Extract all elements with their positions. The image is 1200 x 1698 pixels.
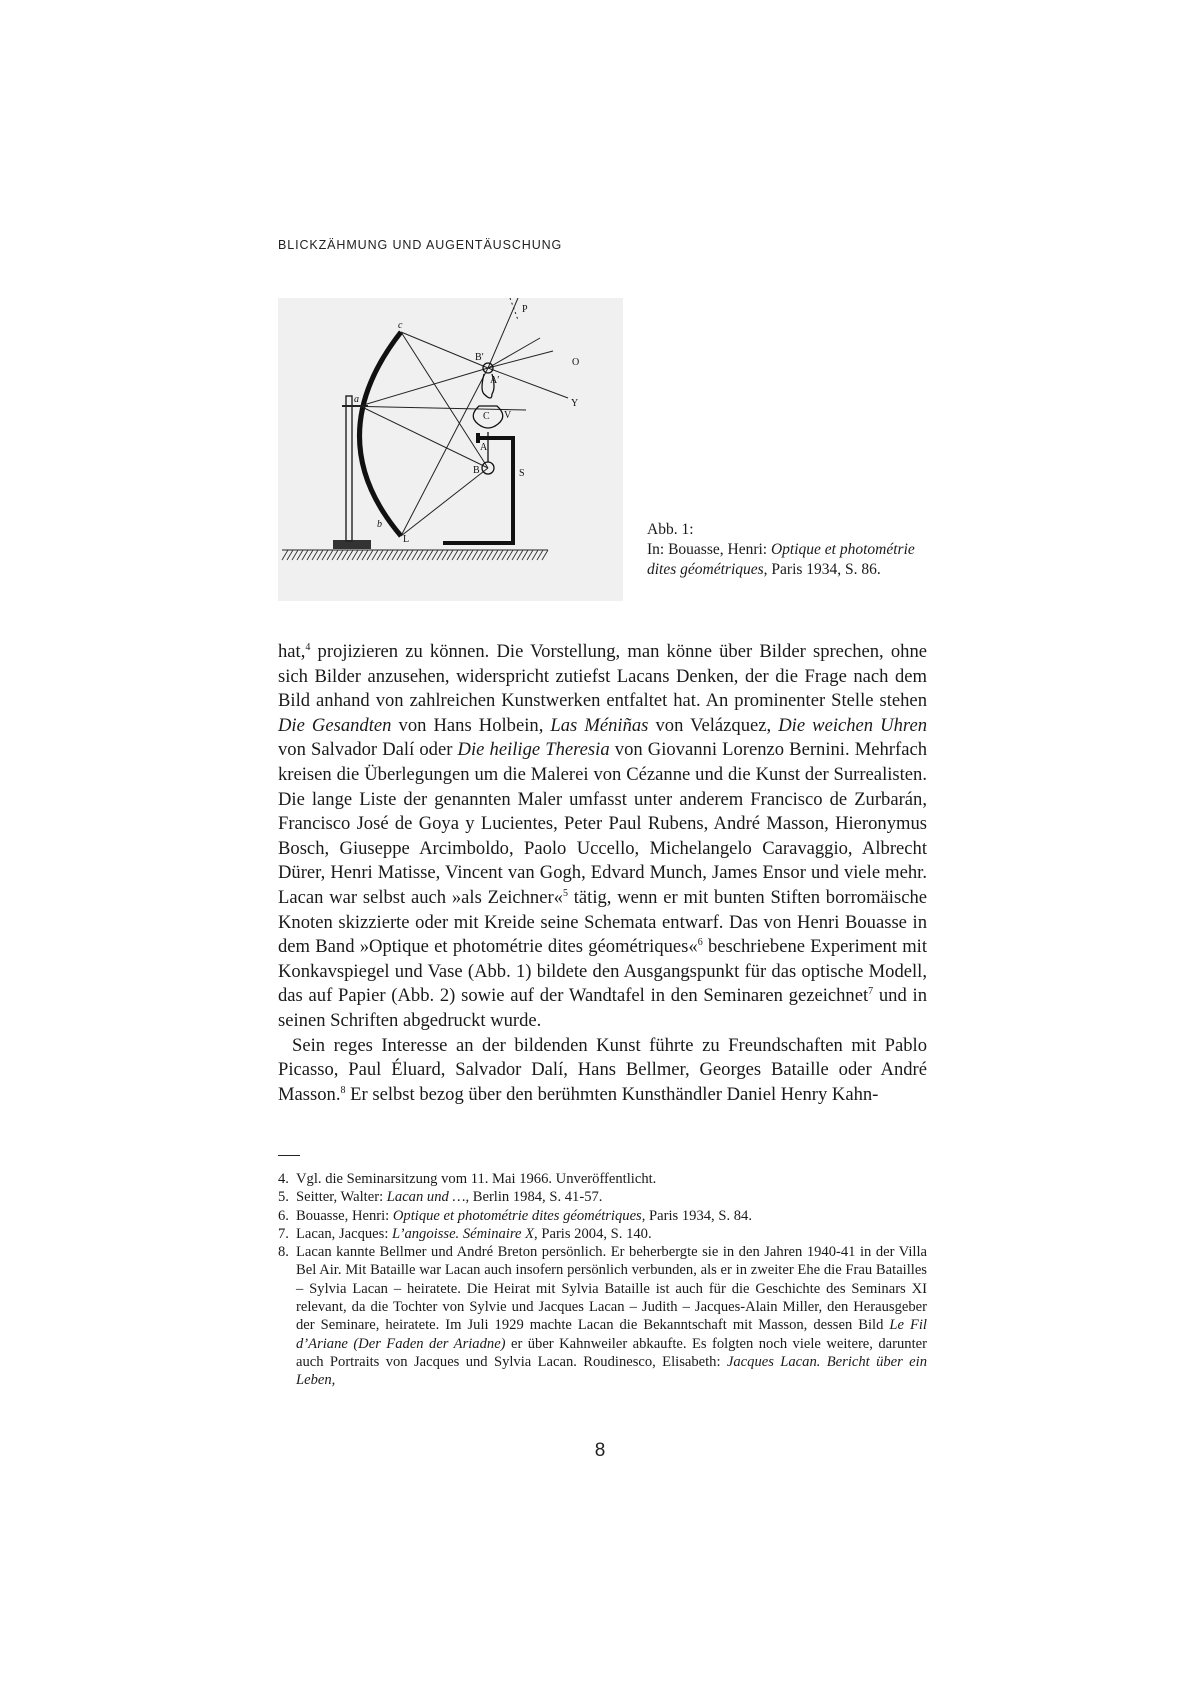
page-number: 8 [594, 1440, 606, 1461]
label-c: c [398, 320, 403, 331]
caption-title: Optique et photométrie dites géométriques [647, 541, 915, 578]
ground-hatch-stroke [407, 550, 413, 560]
ground-hatch-stroke [332, 550, 338, 560]
running-head: BLICKZÄHMUNG UND AUGENTÄUSCHUNG [278, 238, 563, 252]
ground-hatch-stroke [302, 550, 308, 560]
figure-caption [647, 520, 922, 580]
artwork-title: Die weichen Uhren [778, 714, 927, 736]
caption-source: In: Bouasse, Henri: Optique et photométrie dites géométriques, Paris 1934, S. 86. [647, 541, 915, 578]
footnote-4: 4. Vgl. die Seminarsitzung vom 11. Mai 1966. Unveröffentlicht. [278, 1171, 657, 1187]
footnote-5: 5. Seitter, Walter: Lacan und …, Berlin 1984, S. 41-57. [278, 1189, 603, 1206]
ground-hatch-stroke [502, 550, 508, 560]
ground-hatch-stroke [397, 550, 403, 560]
ground-hatch-stroke [432, 550, 438, 560]
ground-hatch-stroke [292, 550, 298, 560]
label-A-prime: A′ [490, 375, 500, 386]
label-L: L [403, 534, 410, 545]
footnote-divider [278, 1155, 300, 1156]
artwork-title: Die heilige Theresia [457, 739, 610, 761]
label-b: b [377, 519, 382, 530]
ground-hatch-stroke [542, 550, 548, 560]
footnote-6: 6. Bouasse, Henri: Optique et photométrie dites géométriques, Paris 1934, S. 84. [278, 1207, 753, 1224]
ground-hatch-stroke [462, 550, 468, 560]
caption-label: Abb. 1: [647, 521, 694, 538]
ground-hatch-stroke [352, 550, 358, 560]
ground-hatch-stroke [422, 550, 428, 560]
ground-hatch-stroke [512, 550, 518, 560]
ground-hatch-stroke [447, 550, 453, 560]
footnote-8: 8. Lacan kannte Bellmer und André Breton persönlich. Er beherbergte sie in den Jahren 1940-41 in der Villa Bel Air. Mit Bataille war Lacan auch insofern persönlich verbunden, als er in zweiter Ehe die Frau Batailles – Sylvia Lacan – heiratete. Die Heirat mit Sylvia Bataille ist auch für die Geschichte des Seminars XI relevant, da die Tochter von Sylvie und Jacques Lacan – Judith – Jacques-Alain Miller, den Herausgeber der Seminare, heiratete. Im Juli 1929 machte Lacan die Bekanntschaft mit Masson, dessen Bild Le Fil d’Ariane (Der Faden der Ariadne) er über Kahnweiler abkaufte. Es folgten noch viele weitere, darunter auch Portraits von Jacques und Sylvia Lacan. Roudinesco, Elisabeth: Jacques Lacan. Bericht über ein Leben, [278, 1244, 928, 1389]
label-S: S [519, 468, 525, 479]
footnote-ref-7[interactable]: 7 [868, 986, 874, 998]
label-O: O [572, 357, 580, 368]
ground-hatch-stroke [507, 550, 513, 560]
ground-hatch-stroke [527, 550, 533, 560]
ground-hatch-stroke [307, 550, 313, 560]
ground-hatch-stroke [477, 550, 483, 560]
ground-hatch-stroke [472, 550, 478, 560]
footnote-7: 7. Lacan, Jacques: L’angoisse. Séminaire X, Paris 2004, S. 140. [278, 1225, 652, 1242]
ground-hatch-stroke [327, 550, 333, 560]
paragraph-1: hat,$^4$ projizieren zu können. Die Vorstellung, man könne über Bilder sprechen, ohne sich Bilder anzusehen, widerspricht zutiefst Lacans Denken, der die Frage nach dem Bild anhand von zahlreichen Kunstwerken entfaltet hat. An prominenter Stelle stehen Die Gesandten von Hans Holbein, Las Méniñas von Velázquez, Die weichen Uhren von Salvador Dalí oder Die heilige Theresia von Giovanni Lorenzo Bernini. Mehrfach kreisen die Überlegungen um die Malerei von Cézanne und die Kunst der Surrealisten. Die lange Liste der genannten Maler umfasst unter anderem Francisco de Zurbarán, Francisco José de Goya y Lucientes, Peter Paul Rubens, André Masson, Hieronymus Bosch, Giuseppe Arcimboldo, Paolo Uccello, Michelangelo Caravaggio, Albrecht Dürer, Henri Matisse, Vincent van Gogh, Edvard Munch, James Ensor und viele mehr. Lacan war selbst auch »als Zeichner«$^5$ tätig, wenn er mit bunten Stiften borromäische Knoten skizzierte oder mit Kreide seine Schemata entwarf. Das von Henri Bouasse in dem Band »Optique et photométrie dites géométriques«$^6$ beschriebene Experiment mit Konkavspiegel und Vase (Abb. 1) bildete den Ausgangspunkt für das optische Modell, das auf Papier (Abb. 2) sowie auf der Wandtafel in den Seminaren gezeichnet$^7$ und in seinen Schriften abgedruckt wurde. [278, 641, 927, 1031]
footnote-ref-4[interactable]: 4 [305, 642, 311, 653]
ground-hatch-stroke [427, 550, 433, 560]
label-Y: Y [571, 398, 579, 409]
ground-hatch-stroke [532, 550, 538, 560]
concave-mirror-diagram [278, 298, 623, 601]
ground-hatch-stroke [362, 550, 368, 560]
ground-hatch-stroke [487, 550, 493, 560]
ground-hatch-stroke [282, 550, 288, 560]
ground-hatch-stroke [312, 550, 318, 560]
ground-hatch-stroke [497, 550, 503, 560]
ground-hatch-stroke [317, 550, 323, 560]
label-V: V [504, 410, 512, 421]
ground-hatch-stroke [347, 550, 353, 560]
ground-hatch-stroke [357, 550, 363, 560]
main-text [278, 640, 927, 1107]
ground-hatch-stroke [412, 550, 418, 560]
label-a: a [354, 394, 359, 405]
ground-hatch-stroke [457, 550, 463, 560]
ground-hatch-stroke [442, 550, 448, 560]
ground-hatch-stroke [322, 550, 328, 560]
ground-hatch-stroke [297, 550, 303, 560]
ground-hatch-stroke [382, 550, 388, 560]
ground-hatch-stroke [337, 550, 343, 560]
ground-hatch-stroke [367, 550, 373, 560]
ground-hatch-stroke [287, 550, 293, 560]
ground-hatch-stroke [537, 550, 543, 560]
label-P: P [522, 304, 528, 315]
ground-hatch-stroke [387, 550, 393, 560]
paragraph-2: Sein reges Interesse an der bildenden Kunst führte zu Freundschaften mit Pablo Picasso, Paul Éluard, Salvador Dalí, Hans Bellmer, Georges Bataille oder André Masson.$^8$ Er selbst bezog über den berühmten Kunsthändler Daniel Henry Kahn- [278, 1034, 927, 1105]
label-B-prime: B′ [475, 352, 484, 363]
artwork-title: Las Méniñas [550, 714, 649, 736]
ground-hatch-stroke [482, 550, 488, 560]
label-A: A [480, 442, 488, 453]
ground-hatch-stroke [402, 550, 408, 560]
ground-hatch-stroke [517, 550, 523, 560]
footnote-ref-5[interactable]: 5 [562, 887, 568, 899]
ground-hatch-stroke [377, 550, 383, 560]
ground-hatch-stroke [492, 550, 498, 560]
ground-hatch-stroke [342, 550, 348, 560]
artwork-title: Die Gesandten [278, 714, 392, 736]
label-C: C [483, 411, 490, 422]
label-B: B [473, 465, 480, 476]
footnote-ref-6[interactable]: 6 [697, 937, 703, 949]
ground-hatch-stroke [417, 550, 423, 560]
ground-hatch-stroke [437, 550, 443, 560]
footnote-ref-8[interactable]: 8 [340, 1084, 346, 1096]
ground-hatch-stroke [392, 550, 398, 560]
ground-hatch-stroke [522, 550, 528, 560]
ground-hatch-stroke [372, 550, 378, 560]
footnotes [278, 1170, 927, 1390]
ground-hatch-stroke [452, 550, 458, 560]
figure-optical-experiment [278, 298, 623, 601]
ground-hatch-stroke [467, 550, 473, 560]
